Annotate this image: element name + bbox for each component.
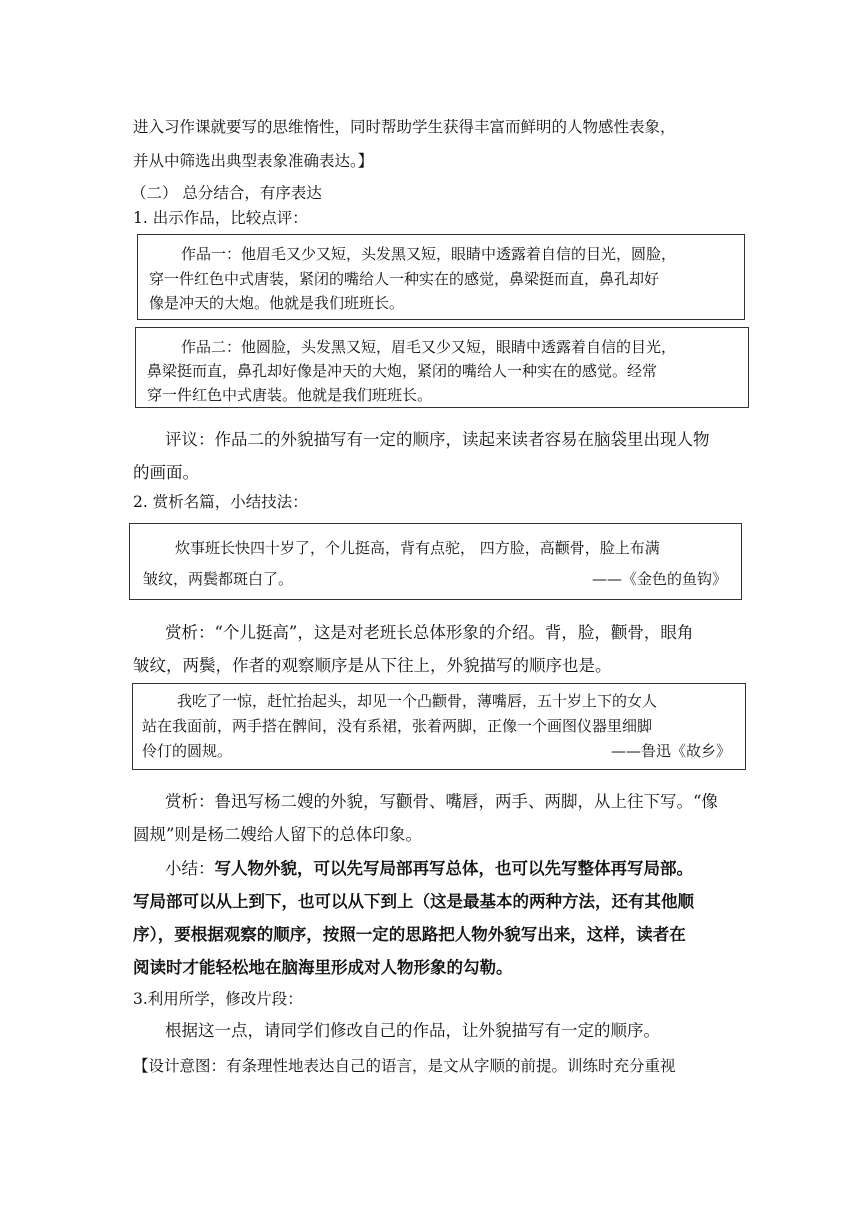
summary-label: 小结：: [165, 859, 215, 878]
appreciation-line: 皱纹，两鬓，作者的观察顺序是从下往上，外貌描写的顺序也是。: [133, 656, 612, 675]
subsection-heading: 1. 出示作品，比较点评：: [133, 209, 308, 227]
paragraph-line: 根据这一点，请同学们修改自己的作品，让外貌描写有一定的顺序。: [165, 1021, 660, 1040]
quote-line: 皱纹，两鬓都斑白了。: [143, 570, 294, 588]
paragraph-line: 并从中筛选出典型表象准确表达。】: [133, 152, 374, 170]
quote-line: 我吃了一惊，赶忙抬起头，却见一个凸颧骨，薄嘴唇，五十岁上下的女人: [177, 692, 658, 710]
summary-line: 写局部可以从上到下，也可以从下到上（这是最基本的两种方法，还有其他顺: [133, 892, 694, 911]
work-two-line: 穿一件红色中式唐装。他就是我们班班长。: [147, 386, 433, 404]
work-one-line: 像是冲天的大炮。他就是我们班班长。: [149, 294, 405, 312]
quote-golden-hook-box: [129, 523, 742, 600]
summary-line: [165, 859, 693, 879]
summary-text: 写人物外貌，可以先写局部再写总体，也可以先写整体再写局部。: [214, 859, 693, 878]
comment-line: 评议：作品二的外貌描写有一定的顺序，读起来读者容易在脑袋里出现人物: [165, 430, 710, 449]
appreciation-line: 圆规”则是杨二嫂给人留下的总体印象。: [133, 825, 422, 844]
section-heading: （二） 总分结合，有序表达: [131, 184, 322, 202]
summary-line: 序），要根据观察的顺序，按照一定的思路把人物外貌写出来，这样，读者在: [133, 925, 686, 944]
work-one-box: [137, 234, 745, 320]
subsection-heading: 2. 赏析名篇，小结技法：: [133, 493, 308, 511]
work-two-box: [135, 327, 749, 408]
subsection-heading: 3.利用所学，修改片段：: [133, 990, 303, 1008]
paragraph-line: 进入习作课就要写的思维惰性，同时帮助学生获得丰富而鲜明的人物感性表象，: [133, 118, 676, 136]
appreciation-line: 赏析：“个儿挺高”，这是对老班长总体形象的介绍。背，脸，颧骨，眼角: [165, 623, 694, 642]
work-one-line: 作品一：他眉毛又少又短，头发黑又短，眼睛中透露着自信的目光，圆脸，: [181, 245, 677, 263]
appreciation-line: 赏析：鲁迅写杨二嫂的外貌，写颧骨、嘴唇，两手、两脚，从上往下写。“像: [165, 792, 718, 811]
quote-source: ——鲁迅《故乡》: [610, 742, 731, 760]
work-one-line: 穿一件红色中式唐装，紧闭的嘴给人一种实在的感觉，鼻梁挺而直，鼻孔却好: [149, 270, 660, 288]
quote-source: ——《金色的鱼钩》: [591, 570, 727, 588]
quote-line: 伶仃的圆规。: [142, 742, 233, 760]
work-two-line: 鼻梁挺而直，鼻孔却好像是冲天的大炮，紧闭的嘴给人一种实在的感觉。经常: [147, 362, 658, 380]
summary-line: 阅读时才能轻松地在脑海里形成对人物形象的勾勒。: [133, 958, 513, 977]
comment-line: 的画面。: [133, 463, 199, 482]
quote-hometown-box: [132, 683, 746, 770]
quote-line: 站在我面前，两手搭在髀间，没有系裙，张着两脚，正像一个画图仪器里细脚: [142, 717, 653, 735]
quote-line: 炊事班长快四十岁了，个儿挺高，背有点驼， 四方脸，高颧骨，脸上布满: [175, 539, 660, 557]
design-intent-line: 【设计意图：有条理性地表达自己的语言，是文从字顺的前提。训练时充分重视: [133, 1057, 676, 1075]
work-two-line: 作品二：他圆脸，头发黑又短，眉毛又少又短，眼睛中透露着自信的目光，: [181, 338, 677, 356]
